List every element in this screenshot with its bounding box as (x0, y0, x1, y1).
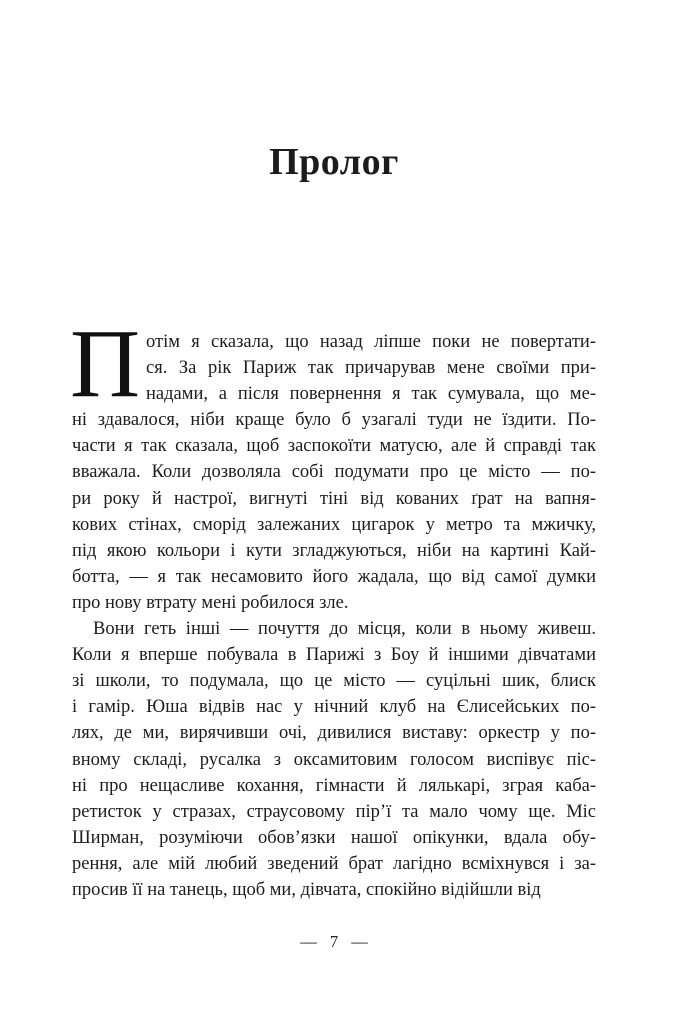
chapter-title: Пролог (269, 141, 399, 183)
text-line: ретисток у стразах, страусовому пір’ї та мало чому ще. Міс (72, 801, 596, 822)
paragraph (72, 616, 596, 903)
text-line: Вони геть інші — почуття до місця, коли в ньому живеш. (93, 619, 596, 640)
body-text (70, 310, 596, 903)
text-line: просив її на танець, щоб ми, дівчата, спокійно відійшли від (72, 879, 541, 900)
text-line: вному складі, русалка з оксамитовим голосом виспівує піс- (72, 749, 596, 770)
text-line: ботта, — я так несамовито його жадала, що від самої думки (72, 566, 596, 587)
text-line: Коли я вперше побувала в Парижі з Боу й іншими дівчатами (72, 645, 596, 666)
text-line: надами, а після повернення я так сумувала, що ме- (146, 384, 596, 405)
text-line: части я так сказала, щоб заспокоїти матусю, але й справді так (72, 436, 596, 457)
text-line: Ширман, розуміючи обов’язки нашої опікунки, вдала обу- (72, 827, 596, 848)
text-line: вважала. Коли дозволяла собі подумати про це місто — по- (72, 462, 596, 483)
drop-cap: П (70, 310, 141, 417)
text-line: кових стінах, сморід залежаних цигарок у метро та мжичку, (72, 514, 596, 535)
page-number: — 7 — (300, 932, 368, 951)
text-line: отім я сказала, що назад ліпше поки не повертати- (146, 332, 596, 352)
text-line: рення, але мій любий зведений брат лагідно всміхнувся і за- (72, 853, 596, 874)
text-line: ся. За рік Париж так причарував мене своїми при- (146, 358, 596, 379)
text-line: і гамір. Юша відвів нас у нічний клуб на Єлисейських по- (72, 697, 596, 718)
text-line: ри року й настрої, вигнуті тіні від кованих ґрат на вапня- (72, 488, 596, 509)
text-line: зі школи, то подумала, що це місто — суцільні шик, блиск (72, 671, 596, 692)
text-line: ні про нещасливе кохання, гімнасти й лялькарі, зграя каба- (72, 775, 596, 796)
text-line: про нову втрату мені робилося зле. (72, 592, 349, 613)
text-line: під якою кольори і кути згладжуються, ніби на картині Кай- (72, 540, 596, 561)
paragraph (70, 310, 596, 616)
text-line: лях, де ми, вирячивши очі, дивилися виставу: оркестр у по- (72, 723, 596, 744)
text-line: ні здавалося, ніби краще було б узагалі туди не їздити. По- (72, 410, 596, 431)
